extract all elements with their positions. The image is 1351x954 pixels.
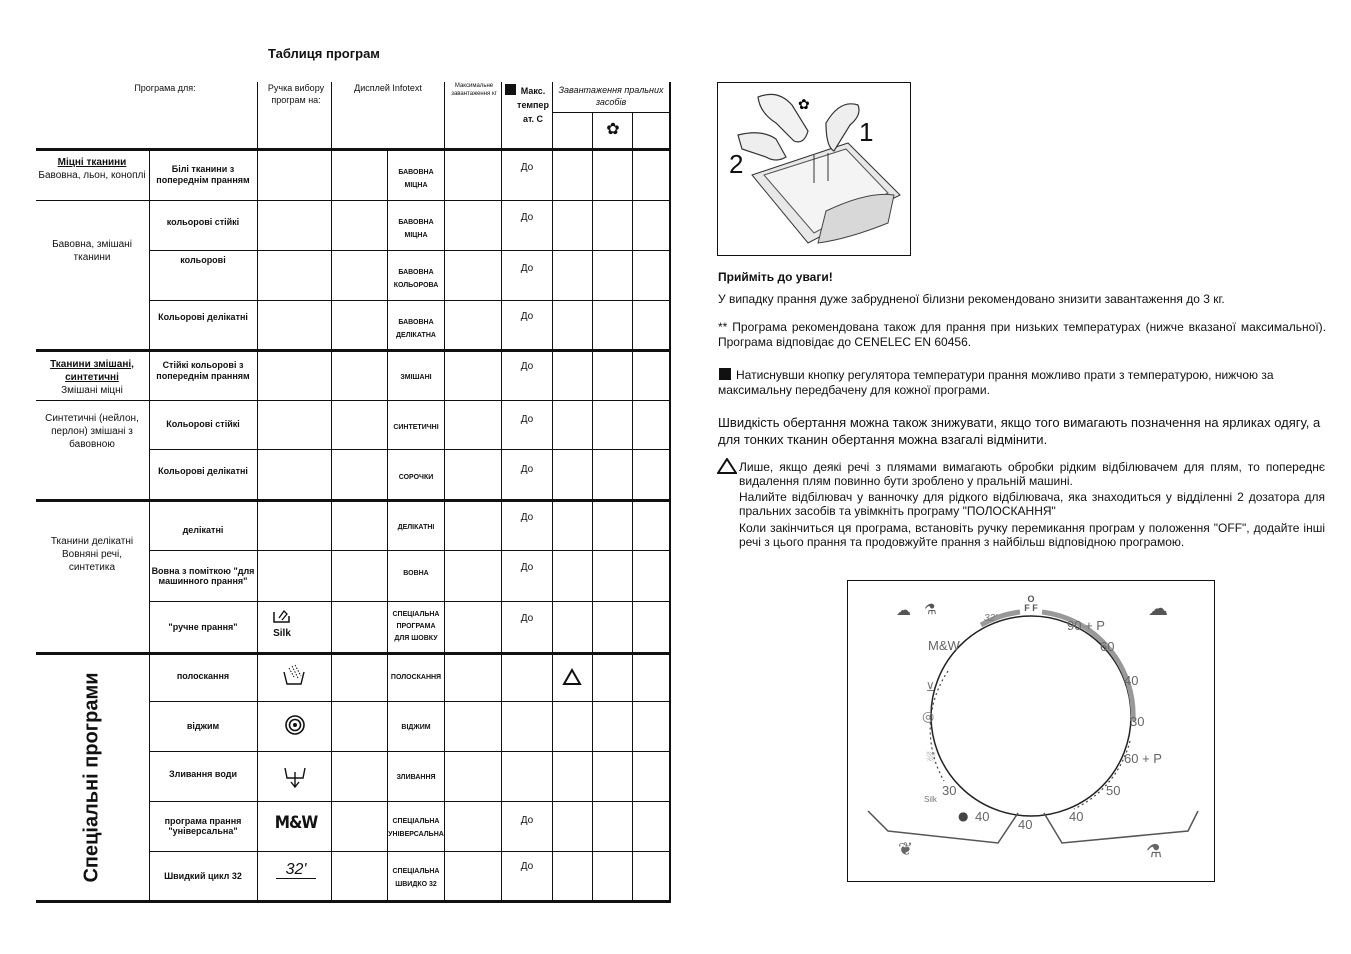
quick-32-icon: 32' — [276, 862, 316, 879]
temp-value: До — [520, 815, 534, 826]
display-text: ПОЛОСКАННЯ — [390, 673, 442, 681]
display-text: БАВОВНА КОЛЬОРОВА — [393, 269, 439, 289]
header-max-load: Максимальне завантаження кг — [451, 83, 497, 97]
group-delicates: Тканини делікатні Вовняні речі, синтетика — [50, 536, 134, 573]
temp-value: До — [520, 562, 534, 573]
dial-label: 60 + P — [1124, 751, 1162, 766]
svg-text:✿: ✿ — [798, 97, 810, 113]
temp-value: До — [520, 512, 534, 523]
dial-label: 60 — [1100, 639, 1115, 654]
compartment-1-label: 1 — [859, 117, 874, 147]
group-mixed-synthetic: Тканини змішані, синтетичні Змішані міцні — [50, 359, 134, 396]
display-text: ВІДЖИМ — [401, 723, 431, 731]
note-paragraph: Коли закінчиться ця програма, встановіть ручку перемикання програм у положення "OFF", додайте інші речі з цього прання та продовжуйте прання з найбільш відповідною програмою. — [739, 521, 1325, 549]
temp-value: До — [520, 861, 534, 872]
dial-label: 40 — [975, 809, 990, 824]
display-text: ДЕЛІКАТНІ — [397, 523, 435, 531]
softener-flower-icon: ✿ — [606, 121, 620, 138]
program-name: Кольорові стійкі — [166, 418, 240, 429]
svg-text:⛆: ⛆ — [926, 750, 936, 764]
dial-label: 40 — [1018, 817, 1033, 832]
temp-value: До — [520, 361, 534, 372]
dial-label: 50 — [1106, 783, 1121, 798]
svg-text:☁: ☁ — [1148, 596, 1168, 620]
svg-text:❦: ❦ — [898, 839, 914, 860]
svg-text:⚗: ⚗ — [924, 602, 937, 618]
drain-icon — [283, 764, 307, 795]
svg-text:⊻: ⊻ — [926, 680, 935, 694]
program-name: Вовна з поміткою "для машинного прання" — [151, 566, 255, 586]
program-dial-diagram — [847, 580, 1215, 882]
dial-label: Silk — [924, 795, 937, 804]
temp-value: До — [520, 311, 534, 322]
temp-value: До — [520, 464, 534, 475]
dial-label: 40 — [1124, 673, 1139, 688]
program-name: делікатні — [182, 524, 224, 535]
special-programs-label: Спеціальні програми — [80, 671, 103, 883]
program-name: віджим — [186, 720, 220, 731]
rinse-icon — [282, 664, 306, 691]
display-text: СПЕЦІАЛЬНА ПРОГРАМА ДЛЯ ШОВКУ — [392, 611, 440, 642]
dial-label: 30 — [942, 783, 957, 798]
compartment-2-label: 2 — [729, 149, 744, 179]
dial-label: M&W — [928, 638, 960, 653]
header-knob: Ручка вибору програм на: — [267, 83, 325, 105]
header-max-temp: Макс. темпер ат. С — [517, 86, 549, 124]
detergent-dispenser-illustration — [717, 82, 911, 256]
header-display: Дисплей Infotext — [354, 83, 422, 93]
dial-off-label: O F F — [1024, 594, 1038, 613]
program-name: Кольорові делікатні — [158, 465, 248, 476]
note-paragraph: У випадку прання дуже забрудненої білизни рекомендовано знизити завантаження до 3 кг. — [718, 292, 1225, 306]
program-name: "ручне прання" — [168, 621, 238, 632]
display-text: ЗМІШАНІ — [400, 373, 432, 381]
note-paragraph: Швидкість обертання можна також знижувати, якщо того вимагають позначення на ярликах одягу, а для тонких тканин обертання можна взагалі відмінити. — [718, 415, 1321, 447]
header-program-for: Програма для: — [134, 83, 196, 93]
note-paragraph: Лише, якщо деякі речі з плямами вимагають обробки рідким відбілювачем для плям, то попереднє видалення плям повинно бути зроблено у пральній машині. — [739, 460, 1325, 488]
display-text: СПЕЦІАЛЬНА ШВИДКО 32 — [392, 868, 440, 888]
svg-text:●: ● — [958, 809, 969, 823]
display-text: СИНТЕТИЧНІ — [393, 423, 439, 431]
note-paragraph: Натиснувши кнопку регулятора температури прання можливо прати з температурою, нижчою за максимальну передбачену для кожної програми. — [718, 368, 1274, 397]
page-title: Таблиця програм — [268, 46, 380, 61]
program-name: програма прання "універсальна" — [164, 816, 242, 836]
temp-value: До — [520, 212, 534, 223]
dial-label: 30 — [1130, 714, 1145, 729]
svg-text:☁: ☁ — [896, 601, 911, 619]
dial-label: 90 + P — [1067, 618, 1105, 633]
temp-value: До — [520, 263, 534, 274]
note-paragraph: ** Програма рекомендована також для прання при низьких температурах (нижче вказаної максимальної). Програма відповідає до CENELEC EN 60456. — [718, 320, 1326, 349]
dial-label: 32' — [984, 613, 998, 624]
program-name: кольорові стійкі — [166, 216, 240, 227]
display-text: ВОВНА — [403, 569, 429, 577]
display-text: БАВОВНА ДЕЛІКАТНА — [396, 319, 436, 339]
program-name: кольорові — [180, 254, 226, 265]
program-name: Кольорові делікатні — [158, 311, 248, 322]
program-name: Білі тканини з попереднім пранням — [156, 164, 250, 185]
temp-value: До — [520, 414, 534, 425]
group-strong-fabrics: Міцні тканини Бавовна, льон, коноплі — [38, 157, 146, 181]
warning-triangle-icon — [717, 458, 737, 479]
group-synthetics: Синтетичні (нейлон, перлон) змішані з бавовною — [45, 413, 139, 450]
display-text: СПЕЦІАЛЬНА УНІВЕРСАЛЬНА — [388, 818, 444, 838]
attention-title: Прийміть до уваги! — [718, 270, 833, 284]
svg-text:⚗: ⚗ — [1146, 841, 1163, 862]
note-paragraph: Налийте відбілювач у ванночку для рідкого відбілювача, яка знаходиться у відділенні 2 дозатора для пральних засобів та увімкніть програму "ПОЛОСКАННЯ" — [739, 490, 1325, 518]
header-detergents: Завантаження пральних засобів — [558, 85, 664, 107]
program-name: Зливання води — [169, 768, 237, 779]
display-text: БАВОВНА МІЦНА — [398, 219, 434, 239]
temp-value: До — [520, 613, 534, 624]
silk-hand-wash-icon — [270, 608, 294, 639]
dial-label: 40 — [1069, 809, 1084, 824]
program-name: полоскання — [176, 670, 230, 681]
mw-program-icon: M&W — [274, 813, 318, 833]
display-text: СОРОЧКИ — [398, 473, 434, 481]
display-text: БАВОВНА МІЦНА — [398, 169, 434, 189]
silk-label: Silk — [273, 628, 291, 639]
temp-value: До — [520, 162, 534, 173]
spin-icon — [284, 714, 306, 741]
program-name: Стійкі кольорові з попереднім пранням — [156, 360, 250, 381]
group-cotton-mixed: Бавовна, змішані тканини — [52, 239, 132, 263]
display-text: ЗЛИВАННЯ — [396, 773, 436, 781]
program-name: Швидкий цикл 32 — [164, 870, 242, 881]
svg-text:◎: ◎ — [922, 709, 935, 725]
bleach-triangle-icon — [562, 668, 582, 691]
